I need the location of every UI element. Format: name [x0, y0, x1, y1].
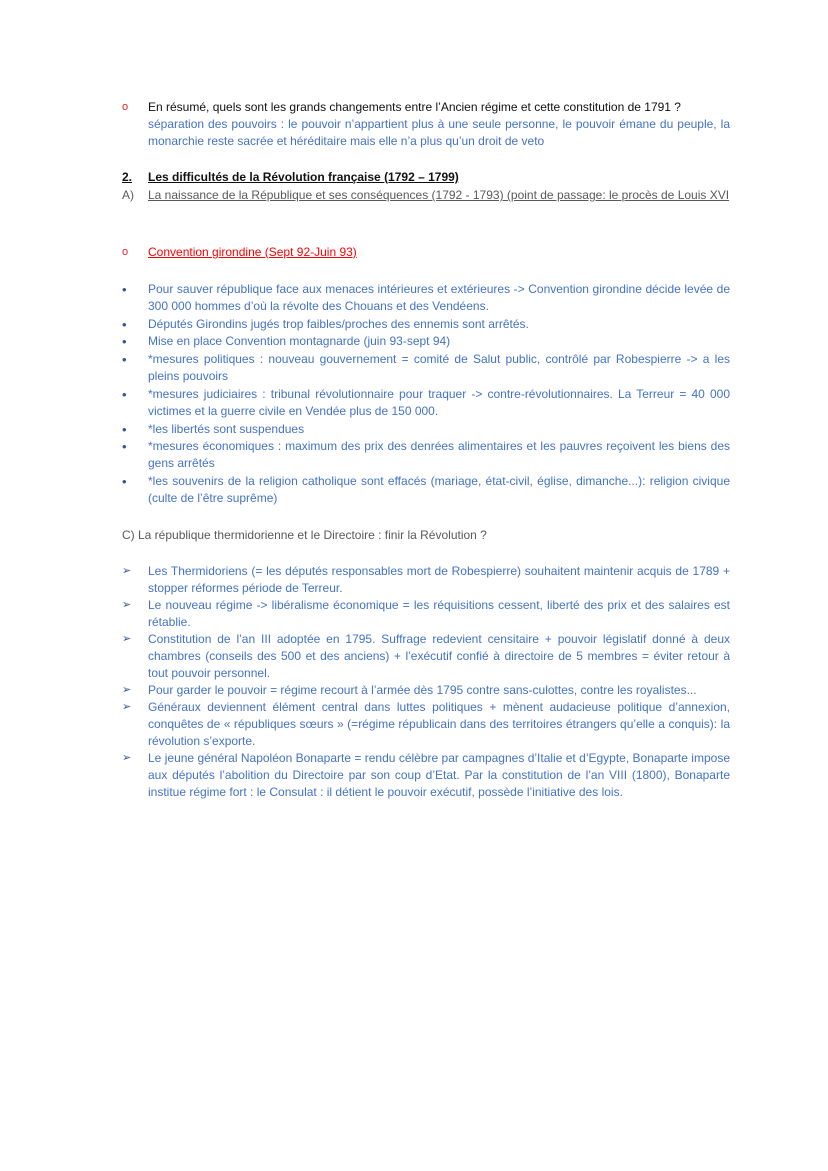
list-item-text: Pour garder le pouvoir = régime recourt à l’armée dès 1795 contre sans-culottes, contre les royalistes... — [148, 683, 697, 697]
list-item-text: Députés Girondins jugés trop faibles/proches des ennemis sont arrêtés. — [148, 317, 529, 331]
part-c-title: C) La république thermidorienne et le Directoire : finir la Révolution ? — [122, 528, 487, 542]
bullet-icon: • — [122, 317, 127, 332]
list-item-text: *les libertés sont suspendues — [148, 422, 305, 436]
intro-answer: séparation des pouvoirs : le pouvoir n’appartient plus à une seule personne, le pouvoir émane du peuple, la monarchie reste sacrée et héréditaire mais elle n’a plus qu’un droit de veto — [148, 117, 730, 148]
arrow-bullet-icon: ➢ — [122, 701, 132, 713]
section-number: 2. — [122, 170, 133, 184]
bullet-icon: • — [122, 387, 127, 402]
arrow-bullet-icon: ➢ — [122, 633, 132, 645]
arrow-bullet-icon: ➢ — [122, 684, 132, 696]
list-item-text: *mesures politiques : nouveau gouvernement = comité de Salut public, contrôlé par Robespierre -> a les pleins pouvoirs — [148, 352, 730, 383]
list-item-text: Pour sauver république face aux menaces intérieures et extérieures -> Convention girondine décide levée de 300 000 hommes d’où la révolte des Chouans et des Vendéens. — [148, 282, 730, 313]
bullet-icon: • — [122, 439, 127, 454]
bullet-icon: • — [122, 282, 127, 297]
circle-bullet-icon: o — [122, 101, 129, 113]
bullet-icon: • — [122, 422, 127, 437]
list-item-text: Les Thermidoriens (= les députés responsables mort de Robespierre) souhaitent maintenir acquis de 1789 + stopper réformes période de Terreur. — [148, 564, 730, 595]
bullet-icon: • — [122, 474, 127, 489]
section-title: Les difficultés de la Révolution française (1792 – 1799) — [148, 170, 459, 184]
convention-title: Convention girondine (Sept 92-Juin 93) — [148, 245, 357, 259]
list-item-text: *les souvenirs de la religion catholique sont effacés (mariage, état-civil, église, dimanche...): religion civique (culte de l’être suprême) — [148, 474, 730, 505]
arrow-bullet-icon: ➢ — [122, 565, 132, 577]
arrow-bullet-icon: ➢ — [122, 752, 132, 764]
list-item-text: Constitution de l’an III adoptée en 1795. Suffrage redevient censitaire + pouvoir législatif donné à deux chambres (conseils des 500 et des anciens) + l’exécutif confié à directoire de 5 membres = éviter retour à tout pouvoir personnel. — [148, 632, 730, 680]
arrow-bullet-icon: ➢ — [122, 599, 132, 611]
list-item-text: Mise en place Convention montagnarde (juin 93-sept 94) — [148, 334, 451, 348]
part-a-title: La naissance de la République et ses conséquences (1792 - 1793) (point de passage: le procès de Louis XVI — [148, 188, 730, 202]
bullet-icon: • — [122, 334, 127, 349]
circle-bullet-icon: o — [122, 246, 129, 258]
list-item-text: *mesures économiques : maximum des prix des denrées alimentaires et les pauvres reçoivent les biens des gens arrêtés — [148, 439, 730, 470]
part-a-letter: A) — [122, 188, 134, 202]
bullet-icon: • — [122, 352, 127, 367]
list-item-text: Généraux deviennent élément central dans luttes politiques + mènent audacieuse politique d’annexion, conquêtes de « républiques sœurs » (=régime républicain dans des territoires étrangers qu’elle a conquis): la révolution s’exporte. — [148, 700, 730, 748]
intro-question: En résumé, quels sont les grands changements entre l’Ancien régime et cette constitution de 1791 ? — [148, 100, 681, 114]
list-item-text: Le jeune général Napoléon Bonaparte = rendu célèbre par campagnes d’Italie et d’Egypte, Bonaparte impose aux députés l’abolition du Directoire par son coup d’Etat. Par la constitution de l’an VIII (1800), Bonaparte institue régime fort : le Consulat : il détient le pouvoir exécutif, possède l’initiative des lois. — [148, 751, 730, 799]
list-item-text: *mesures judiciaires : tribunal révolutionnaire pour traquer -> contre-révolutionnaires. La Terreur = 40 000 victimes et la guerre civile en Vendée plus de 150 000. — [148, 387, 730, 418]
list-item-text: Le nouveau régime -> libéralisme économique = les réquisitions cessent, liberté des prix et des salaires est rétablie. — [148, 598, 730, 629]
